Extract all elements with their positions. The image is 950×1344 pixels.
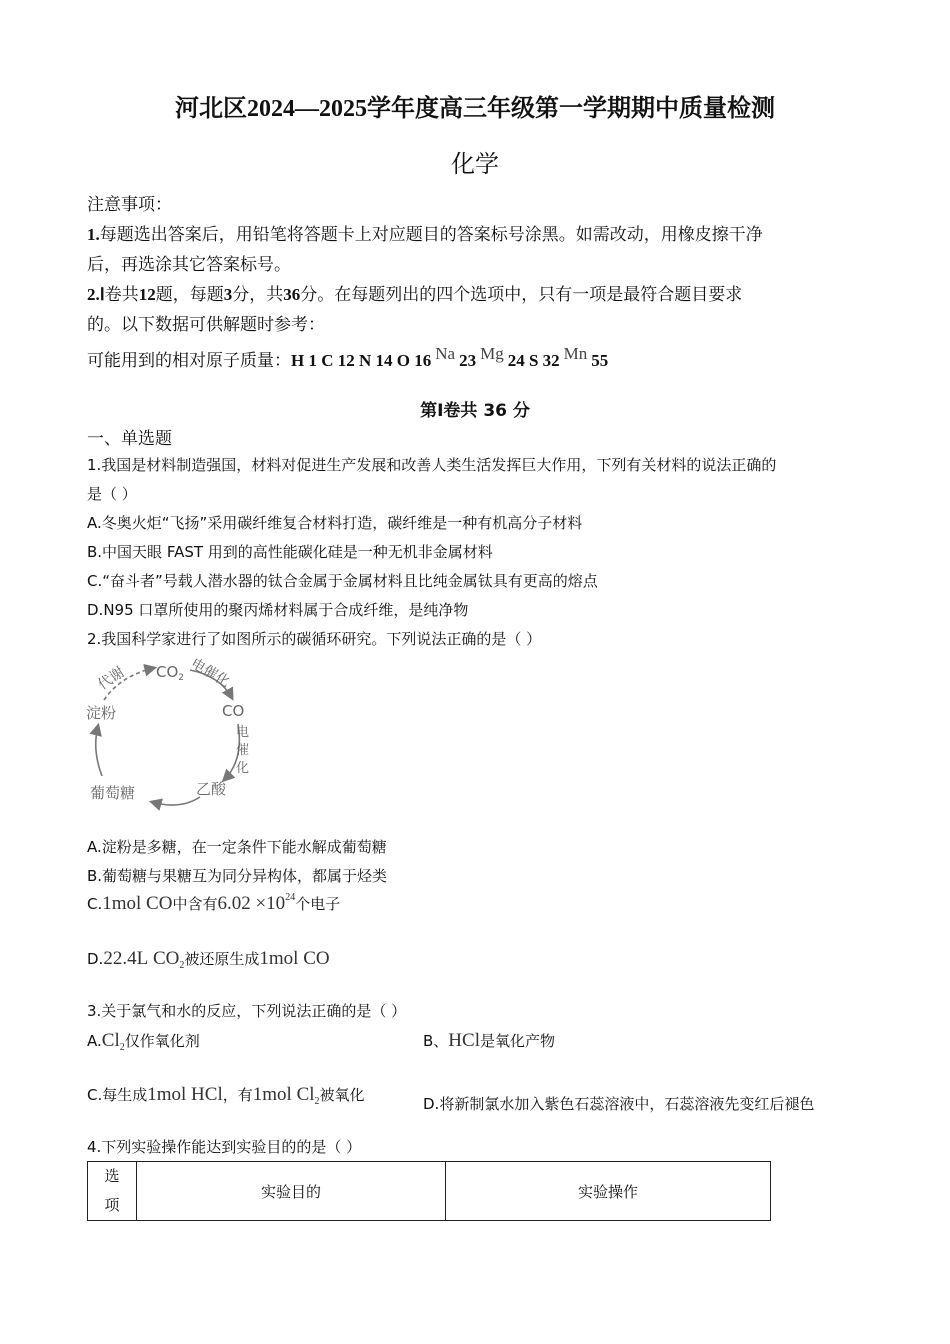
q2-stem: 2.我国科学家进行了如图所示的碳循环研究。下列说法正确的是（ ） (87, 630, 542, 648)
part-title: 一、单选题 (87, 429, 172, 449)
table-header-operation: 实验操作 (446, 1162, 771, 1221)
notice-item-1-cont: 后，再选涂其它答案标号。 (87, 255, 291, 275)
metabolism-label: 代谢 (95, 664, 128, 694)
notice-item-2: 2.Ⅰ卷共12题，每题3分，共36分。在每题列出的四个选项中，只有一项是最符合题目要求 (87, 285, 743, 305)
electrocatalysis-char-1: 电 (236, 725, 250, 740)
q2-option-b: B.葡萄糖与果糖互为同分异构体，都属于烃类 (87, 867, 388, 885)
co-label: CO (222, 702, 245, 720)
q1-option-c: C.“奋斗者”号载人潜水器的钛合金属于金属材料且比纯金属钛具有更高的熔点 (87, 572, 598, 590)
q1-stem-cont: 是（ ） (87, 485, 137, 503)
q3-option-b: B、HCl是氧化产物 (423, 1030, 555, 1051)
q1-option-a: A.冬奥火炬“飞扬”采用碳纤维复合材料打造，碳纤维是一种有机高分子材料 (87, 514, 583, 532)
notice-heading: 注意事项： (87, 195, 172, 215)
q1-option-d: D.N95 口罩所使用的聚丙烯材料属于合成纤维，是纯净物 (87, 601, 469, 619)
q2-option-c: C.1mol CO中含有$6.02 \times 10^{24}$个电子 (87, 892, 341, 914)
electrocatalysis-char-3: 化 (236, 761, 250, 776)
co2-label: $CO_2$ (156, 663, 185, 683)
exam-subject: 化学 (451, 150, 499, 178)
q1-stem: 1.我国是材料制造强国，材料对促进生产发展和改善人类生活发挥巨大作用，下列有关材料的说法正确的 (87, 456, 777, 474)
notice-item-1: 1.每题选出答案后，用铅笔将答题卡上对应题目的答案标号涂黑。如需改动，用橡皮擦干净 (87, 225, 763, 245)
q3-option-c: C.每生成1mol HCl，有1mol $Cl_2$被氧化 (87, 1084, 365, 1107)
acetic-acid-label: 乙酸 (196, 780, 227, 798)
q1-option-b: B.中国天眼 FAST 用到的高性能碳化硅是一种无机非金属材料 (87, 543, 493, 561)
electrocatalysis-char-2: 催 (236, 743, 250, 758)
starch-label: 淀粉 (86, 704, 117, 722)
table-header-row (88, 1162, 771, 1221)
q3-stem: 3.关于氯气和水的反应，下列说法正确的是（ ） (87, 1002, 407, 1020)
q2-option-a: A.淀粉是多糖，在一定条件下能水解成葡萄糖 (87, 838, 387, 856)
glucose-to-starch-arrow (96, 726, 102, 776)
electrocatalysis-label-1: 电催化 (188, 655, 233, 691)
table-header-option: 选 项 (88, 1162, 137, 1221)
q3-option-d: D.将新制氯水加入紫色石蕊溶液中，石蕊溶液先变红后褪色 (423, 1095, 815, 1113)
q2-option-d: D.22.4L $CO_2$被还原生成1mol CO (87, 948, 330, 971)
atomic-masses: 可能用到的相对原子质量：H 1 C 12 N 14 O 16 Na 23 Mg 24 S 32 Mn 55 (87, 344, 609, 371)
acetic-to-glucose-arrow (152, 797, 200, 805)
section-title: 第Ⅰ卷共 36 分 (420, 401, 530, 421)
table-header-purpose: 实验目的 (137, 1162, 446, 1221)
q4-table (87, 1161, 771, 1221)
glucose-label: 葡萄糖 (90, 784, 136, 802)
carbon-cycle-diagram (80, 652, 270, 812)
notice-item-2-cont: 的。以下数据可供解题时参考： (87, 315, 325, 335)
exam-title: 河北区2024—2025学年度高三年级第一学期期中质量检测 (175, 94, 775, 122)
q3-option-a: $A.Cl_2$仅作氧化剂 (87, 1030, 200, 1053)
q4-stem: 4.下列实验操作能达到实验目的的是（ ） (87, 1138, 362, 1156)
